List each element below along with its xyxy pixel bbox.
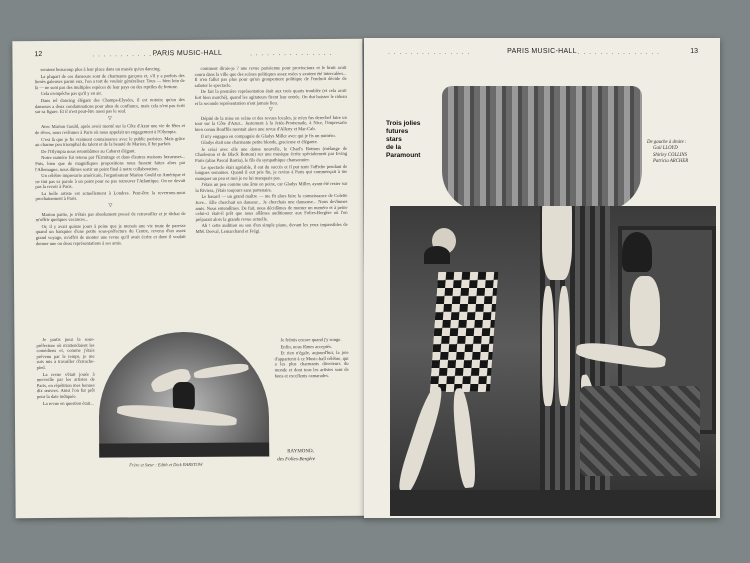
- paragraph: Dans tel dancing élégant des Champs-Elysées, il est notoire qu'un des danseurs a deux condamnations pour abus de confiance, mais cela n'est pas écrit sur sa figure. Et il n'est peut-être aussi pas le seul.: [34, 96, 185, 115]
- harlequin-costume: [430, 272, 498, 392]
- paragraph: Il m'y engagea en compagnie de Gladys Miller avec qui je fis un numéro.: [200, 132, 336, 139]
- article-column-1: [35, 66, 187, 329]
- paragraph: Gladys était une charmante petite blonde, gracieuse et élégante.: [201, 139, 318, 146]
- page-number: 13: [690, 48, 698, 55]
- page-number: 12: [34, 51, 43, 59]
- ornate-trunk: [580, 386, 700, 476]
- hair: [424, 246, 450, 264]
- feature-title-line: Paramount: [386, 152, 421, 159]
- paragraph: Ah ! cette audition ou son d'un simple piano, devant les yeux impassibles de MM. Derval, Lemarchand et Frégi.: [195, 222, 348, 234]
- paragraph: La belle artiste est actuellement à Londres. Peut-être la reverrons-nous prochainement à Paris.: [35, 189, 186, 202]
- paragraph: De l'Olympia nous retombâmes au Cabaret élégant.: [41, 148, 136, 154]
- right-page: [364, 38, 720, 518]
- author-venue: des Folies-Bergère: [277, 457, 316, 463]
- showgirl-leg: [542, 286, 554, 406]
- article-column-2-continued: [274, 337, 349, 448]
- left-page: [12, 39, 365, 518]
- paragraph: Dépité de la mise en scène et des revues locales, je m'en fus derechef faire un tour sur la Côte d'Azur... Justement à la Jetée-Promenade, à Nice, l'impresario bien connu Bouffils montait alors une revue d'Alleny et Mar-Cab.: [194, 114, 347, 132]
- header-rule: · · · · · · · · · · · · · · ·: [577, 51, 660, 57]
- paragraph: Or, il y avait quinze jours à peine que je menais une vie toute de paresse quand un banquier d'une petite sous-préfecture du Centre, revenu d'un assez grand voyage, m'offrit de monter une revue qu'il avait écrite et dont il voulait donner une ou deux représentations à ses amis.: [35, 222, 186, 246]
- paragraph: Je créai avec elle une danse nouvelle, le Charl's Bottom (mélange de Charleston et de Black Bottom) sur une musique écrite spécialement par Irving Paris (alias Pascal Bastia), le fils du sympathique chansonnier.: [195, 145, 348, 163]
- paragraph: J'étais un peu comme une âme en peine, car Gladys Miller, ayant été rester sur la Riviera, j'étais toujours sans partenaire.: [195, 181, 348, 193]
- showgirls-photo: [390, 206, 716, 516]
- floor: [390, 490, 716, 516]
- paragraph: Le hasard — un grand maître — me fit alors faire la connaissance de Colette Juve... Elle cherchait un danseur... Je cherchais une danseuse... Nous devînmes amis. Nous entendîmes. De fait, nous décidâmes de monter un numéro et à peine celui-ci était-il prêt que nous allâmes auditionner aux Folies-Bergère où l'on préparait alors la grande revue actuelle.: [195, 193, 348, 222]
- stage-floor: [99, 442, 269, 457]
- paragraph: La plupart de ces danseurs sont de charmants garçons et, s'il y a parfois des lionès galeuses parmi eux, l'on a tort de vouloir généraliser. Tous — bien loin de là — ne sont pas des multiples espèces de leur pays ou des reptiles de fortune.: [34, 72, 185, 90]
- credit-name: Gail LLOYD: [653, 146, 678, 152]
- paragraph: Et rien n'égale, aujourd'hui, la joie d'appartenir à ce Music-hall célèbre, qui a les plus charmants directeurs du monde et dont tous les artistes sont de bons et excellents camarades.: [274, 350, 349, 378]
- feature-title-line: futures: [386, 128, 409, 135]
- feature-title: [386, 120, 456, 160]
- left-page-header: [12, 49, 362, 60]
- running-title: PARIS MUSIC-HALL: [152, 49, 223, 58]
- draped-curtain: [442, 86, 642, 211]
- credits-intro: De gauche à droite :: [647, 140, 687, 145]
- showgirl-body: [542, 206, 572, 280]
- feature-title-line: stars: [386, 136, 402, 143]
- showgirl-leg: [395, 384, 446, 494]
- article-column-1-continued: [36, 337, 95, 467]
- paragraph: La revue s'était jouée à merveille par les artistes de Paris, en répétition mes bonnes dix œuvres. Ainsi l'on fut prêt pour la date indiquée.: [36, 371, 95, 400]
- hair: [622, 232, 652, 272]
- paragraph: Enfin, nous fûmes acceptés.: [280, 343, 332, 349]
- ornament-icon: ▽: [108, 203, 113, 209]
- article-column-2: [195, 65, 349, 334]
- paragraph: La revue en question était...: [42, 400, 94, 406]
- showgirl-leg: [451, 387, 477, 488]
- showgirl-body: [630, 276, 660, 346]
- paragraph: Notre numéro fut retenu par l'Ermitage et dans d'autres maisons luxueuses... Puis, bien que de magnifiques propositions nous fussent faites alors par l'Allemagne, nous dûmes sortir un point final à notre collaboration.: [35, 154, 186, 172]
- header-rule: · · · · · · · · · · · · · · ·: [250, 51, 333, 59]
- dancers-photo: [98, 331, 269, 457]
- author-name: RAYMOND,: [287, 449, 314, 455]
- paragraph: Un célèbre impresario américain, l'organisateur Marion Gould en Amérique et ne tint pas sa parole à un point pour ne pas retrouver l'Atlantique. On ne devait pas la revoir à Paris.: [35, 172, 186, 190]
- paragraph: Le spectacle était agréable, il eut du succès et il put tenir l'affiche pendant de longues semaines. Quand il eut pris fin, je revins à Paris qui commençait à me manquer un peu et moi je ne lui manquais pas.: [195, 163, 348, 181]
- paragraph: Cela n'empêche pas qu'il y en ait.: [40, 90, 102, 97]
- ornament-icon: ▽: [268, 107, 273, 113]
- paragraph: Avec Marion Gould, après avoir monté sur la Côte d'Azur une vie de fêtes et de rêves, nous revînmes à Paris où nous appelait un engagement à l'Olympia.: [34, 123, 185, 136]
- feature-title-line: Trois jolies: [386, 120, 421, 127]
- paragraph: Marion partie, je n'étais pas absolument pressé de retravailler et je tâchai de m'offrir quelques vacances...: [35, 210, 186, 223]
- credit-name: Patricia ARCHER: [653, 159, 689, 165]
- dancer-figure: [193, 362, 249, 380]
- header-rule: · · · · · · · · · · · · · · ·: [92, 53, 175, 60]
- ornament-icon: ▽: [107, 116, 112, 122]
- running-title: PARIS MUSIC-HALL: [507, 48, 577, 55]
- feature-title-line: de la: [386, 144, 402, 151]
- photo-credits: [647, 140, 717, 166]
- paragraph: C'est là que je fis vraiment connaissance avec le public parisien. Mais grâce au charme peu triomphal du talent et de la beauté de Marion, il fut parfait.: [35, 135, 186, 148]
- paragraph: comment dirais-je ? une revue parisienne pour provinciaux et le bruit avait couru dans la ville que des scènes politiques assez osées y avaient été intercalées... Il n'en fallut pas plus pour qu'un groupement politique de l'endroit décide de saboter le spectacle.: [194, 64, 347, 88]
- paragraph: De fait la première représentation était aux trois quarts troublée (et cela avait fort bien marché), quand les agitateurs firent leur entrée. On dut baisser le rideau et la seconde représentation n'eut jamais lieu.: [194, 88, 347, 106]
- showgirl-leg: [558, 286, 570, 406]
- paragraph: Je partis pour la sous-préfecture où m'attendaient les comédiens et, comme j'étais prévenu par le temps, je me suis mis à travailler d'arrache-pied.: [36, 336, 95, 371]
- paragraph: seraient beaucoup plus à leur place dans un musée qu'en dancing.: [40, 66, 161, 73]
- credit-name: Shirley COLLINS: [653, 152, 687, 158]
- photo-caption: Frère et Sœur : Edith et Dick BARSTOW: [129, 461, 203, 468]
- paragraph: Je frémis encore quand j'y songe.: [280, 336, 342, 343]
- header-rule: · · · · · · · · · · · · · · ·: [388, 51, 471, 57]
